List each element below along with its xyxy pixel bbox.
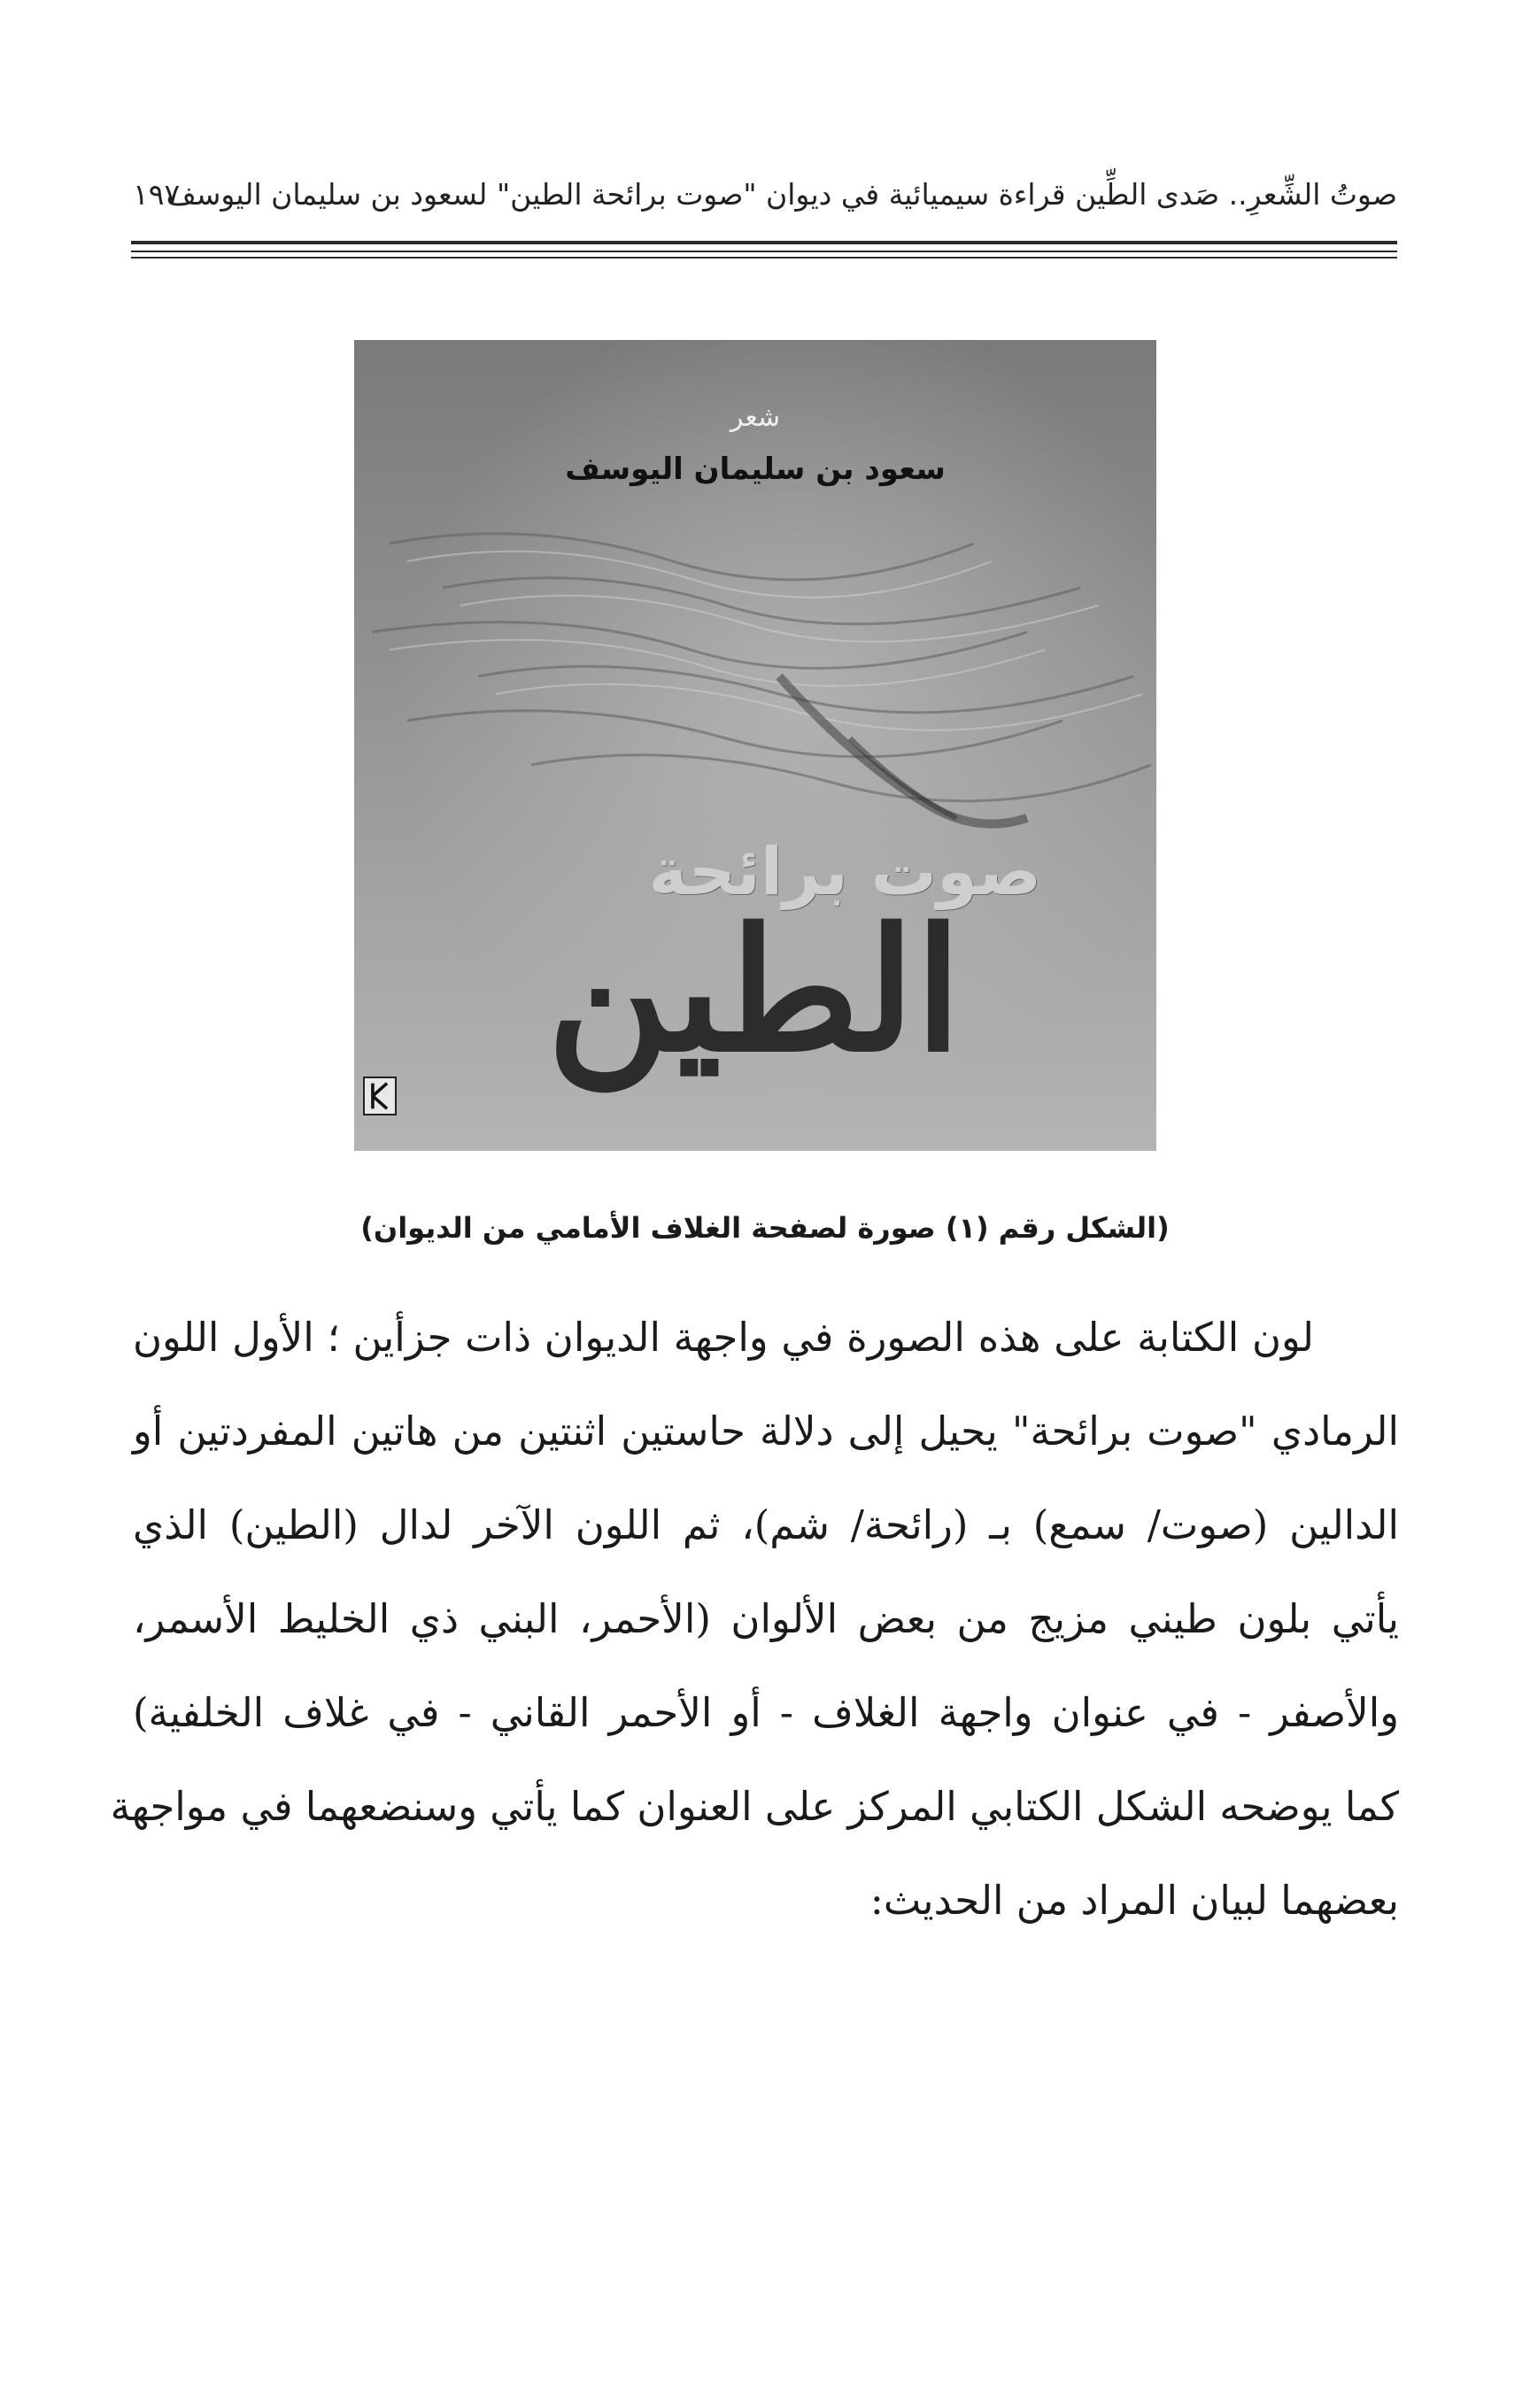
cover-author-name: سعود بن سليمان اليوسف [565, 452, 946, 487]
body-line: كما يوضحه الشكل الكتابي المركز على العنوان كما يأتي وسنضعهما في مواجهة [110, 1783, 1399, 1830]
body-paragraph [110, 1291, 1399, 1948]
page-number: ١٩٧ [133, 177, 181, 212]
publisher-logo-icon [363, 1077, 397, 1115]
body-line: لون الكتابة على هذه الصورة في واجهة الديوان ذات جزأين ؛ الأول اللون [133, 1314, 1314, 1361]
running-title: صوتُ الشِّعرِ.. صَدى الطِّين قراءة سيميائية في ديوان "صوت برائحة الطين" لسعود بن سليمان اليوسف [166, 177, 1397, 212]
book-cover-image [354, 340, 1156, 1151]
body-line: الرمادي "صوت برائحة" يحيل إلى دلالة حاستين اثنتين من هاتين المفردتين أو [133, 1408, 1399, 1455]
cover-title-line1: صوت برائحة [648, 834, 1041, 910]
cover-genre-label: شعر [730, 402, 781, 433]
figure-caption: (الشكل رقم (١) صورة لصفحة الغلاف الأمامي من الديوان) [360, 1211, 1170, 1245]
header-rule-thick [131, 241, 1397, 244]
body-line: الدالين (صوت/ سمع) بـ (رائحة/ شم)، ثم اللون الآخر لدال (الطين) الذي [133, 1501, 1399, 1548]
header-rule-thin-lower [131, 257, 1397, 259]
header-rule-thin [131, 251, 1397, 252]
body-line: بعضهما لبيان المراد من الحديث: [869, 1877, 1399, 1924]
body-line: يأتي بلون طيني مزيج من بعض الألوان (الأحمر، البني ذي الخليط الأسمر، [133, 1595, 1399, 1642]
body-line: والأصفر - في عنوان واجهة الغلاف - أو الأحمر القاني - في غلاف الخلفية) [133, 1689, 1399, 1736]
cover-title-line2: الطين [546, 891, 962, 1089]
running-header [133, 170, 1397, 220]
